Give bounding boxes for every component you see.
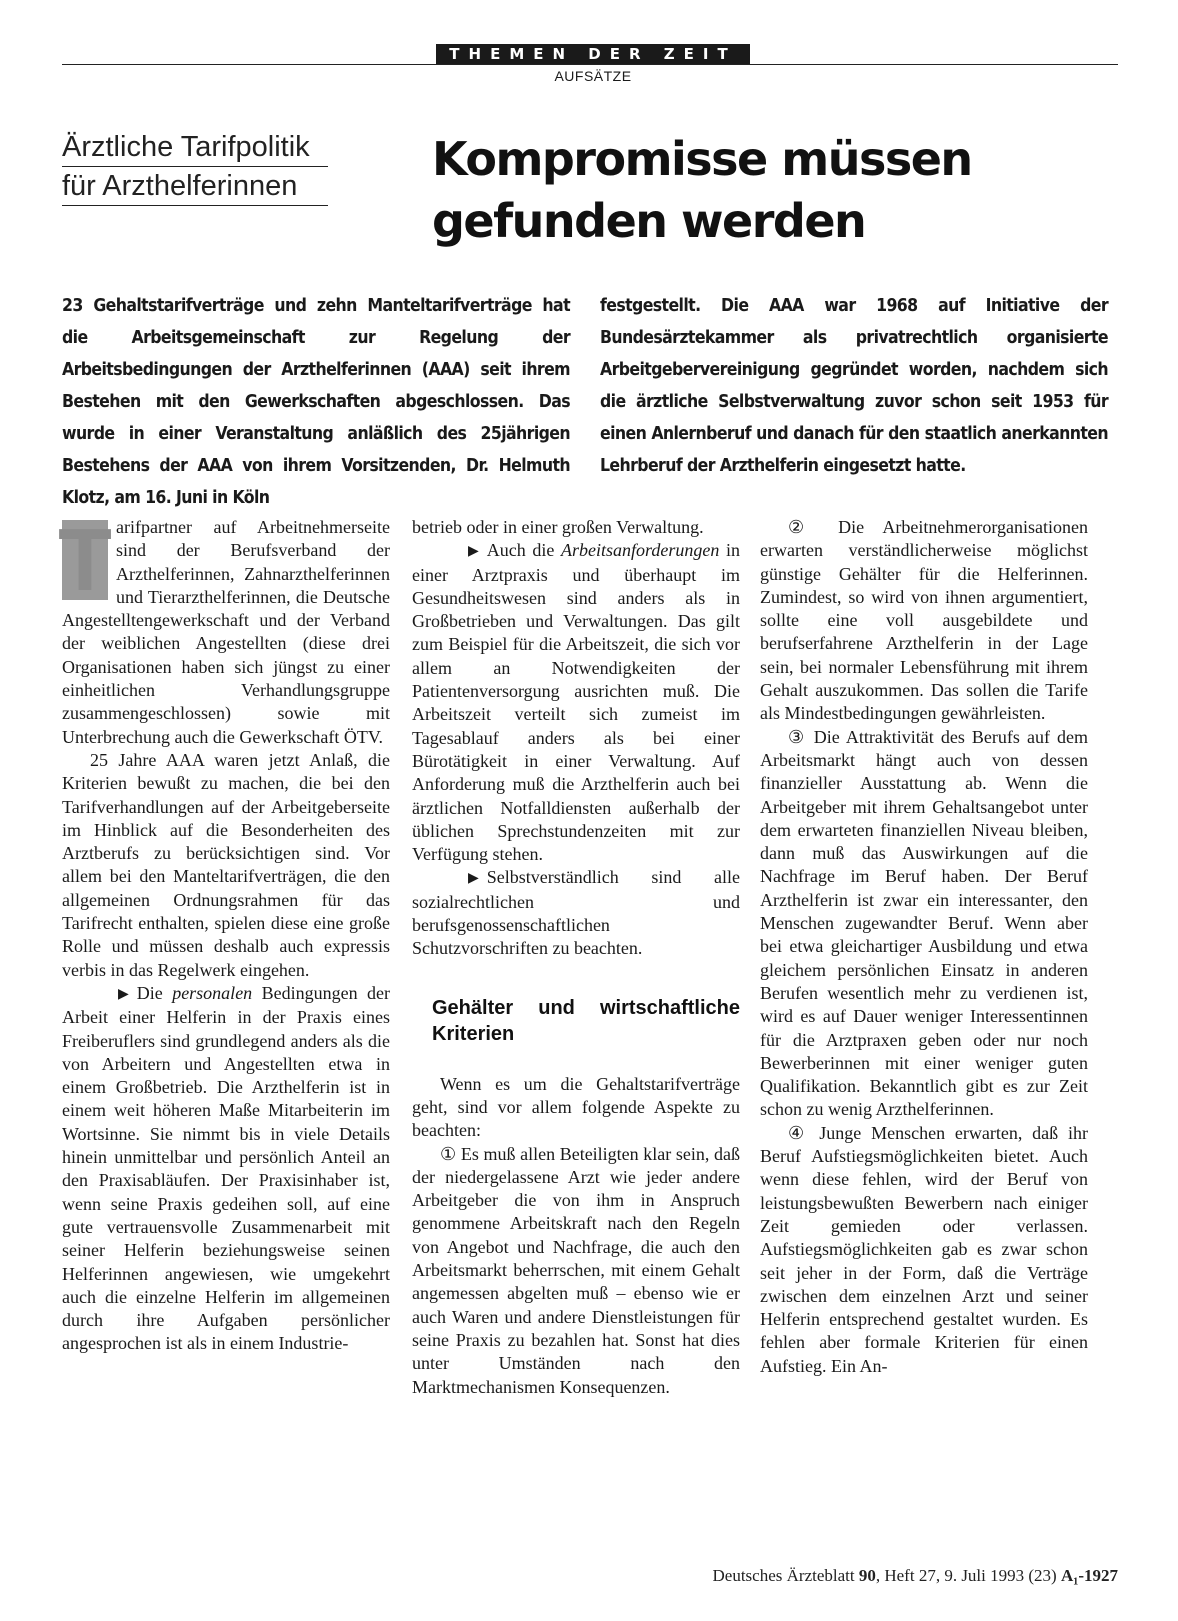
body-paragraph: betrieb oder in einer großen Verwaltung. xyxy=(412,517,704,537)
footer-issue: , Heft 27, 9. Juli 1993 (23) xyxy=(875,1566,1057,1585)
lead-paragraph-part-2: festgestellt. Die AAA war 1968 auf Initiative der Bundesärztekammer als privatrechtlich organisierte Arbeitgebervereinigung gegründet worden, nachdem sich die ärztliche Selbstverwaltung zuvor schon seit 1953 für einen Anlernberuf und danach für den staatlich anerkannten Lehrberuf der Arzthelferin eingesetzt hatte. xyxy=(600,296,1108,476)
kicker-line-1: Ärztliche Tarifpolitik xyxy=(62,128,328,167)
body-paragraph: ③ Die Attraktivität des Berufs auf dem Arbeitsmarkt hängt auch von dessen finanzieller Ausstattung ab. Wenn die Arbeitgeber mit ihrem Gehaltsangebot unter dem erwarteten finanziellen Niveau bleiben, dann muß das Auswirkungen auf die Nachfrage im Beruf haben. Der Beruf Arzthelferin ist zwar ein interessanter, den Menschen zugewandter Beruf. Wenn aber bei etwa gleichartiger Ausbildung und etwa gleichem persönlichen Einsatz in anderen Berufen wesentlich mehr zu verdienen ist, wird es auf Dauer weniger Interessentinnen für die Arztpraxen geben oder nur noch Bewerberinnen mit einer weniger guten Qualifikation. Bekanntlich gibt es zur Zeit schon zu wenig Arzthelferinnen. xyxy=(760,726,1088,1120)
body-column-2 xyxy=(412,516,740,1399)
footer-journal: Deutsches Ärzteblatt xyxy=(712,1566,855,1585)
body-paragraph: 25 Jahre AAA waren jetzt Anlaß, die Kriterien bewußt zu machen, die bei den Tarifverhandlungen auf der Arbeitgeberseite im Hinblick auf die Besonderheiten des Arztberufs zu berücksichtigen sind. Vor allem bei den Manteltarifverträgen, die den allgemeinen Ordnungsrahmen für das Tarifrecht enthalten, spielen diese eine große Rolle und müssen deshalb auch expressis verbis in das Regelwerk eingehen. xyxy=(62,749,390,980)
header-rule xyxy=(62,64,1118,65)
headline-line-2: gefunden werden xyxy=(432,194,866,248)
body-paragraph: ④ Junge Menschen erwarten, daß ihr Beruf Aufstiegsmöglichkeiten bietet. Auch wenn diese fehlen, wird der Beruf von leistungsbewußten Bewerbern nach einiger Zeit gemieden oder verlassen. Aufstiegsmöglichkeiten gab es zwar schon seit jeher in der Form, daß die Verträge zwischen dem einzelnen Arzt und seiner Helferin entsprechend gestaltet wurden. Es fehlen aber formale Kriterien für einen Aufstieg. Ein An- xyxy=(760,1122,1088,1376)
footer-volume: 90 xyxy=(858,1566,876,1585)
triangle-bullet-icon: ▶ xyxy=(468,871,479,887)
body-column-3 xyxy=(760,516,1088,1378)
lead-paragraph-part-1: 23 Gehaltstarifverträge und zehn Manteltarifverträge hat die Arbeitsgemeinschaft zur Regelung der Arbeitsbedingungen der Arzthelferinnen (AAA) seit ihrem Bestehen mit den Gewerkschaften abgeschlossen. Das wurde in einer Veranstaltung anläßlich des 25jährigen Bestehens der AAA von ihrem Vorsitzenden, Dr. Helmuth Klotz, am 16. Juni in Köln xyxy=(62,296,570,508)
body-paragraph: ▶ Auch die Arbeitsanforderungen in einer Arztpraxis und überhaupt im Gesundheitswesen sind anders als in Großbetrieben und Verwaltungen. Das gilt zum Beispiel für die Arbeitszeit, die sich vor allem an Notwendigkeiten der Patientenversorgung ausrichten muß. Die Arbeitszeit verteilt sich zumeist im Tagesablauf anders als bei einer Bürotätigkeit in einer Verwaltung. Auf Anforderung muß die Arzthelferin auch bei ärztlichen Notfalldiensten außerhalb der üblichen Sprechstundenzeiten mit zur Verfügung stehen. xyxy=(412,540,740,865)
kicker xyxy=(62,128,352,206)
headline xyxy=(432,128,1132,252)
section-subheading: Gehälter und wirtschaftliche Kriterien xyxy=(432,996,740,1045)
body-paragraph: T arifpartner auf Arbeitnehmerseite sind der Berufsverband der Arzthelferinnen, Zahnarzthelferinnen und Tierarzthelferinnen, die Deutsche Angestelltengewerkschaft und der Verband der weiblichen Angestellten (diese drei Organisationen haben sich jüngst zu einer einheitlichen Verhandlungsgruppe zusammengeschlossen) sowie mit Unterbrechung auch die Gewerkschaft ÖTV. xyxy=(58,510,390,747)
footer-page-number: A₁-1927 xyxy=(1060,1566,1118,1585)
body-paragraph: ① Es muß allen Beteiligten klar sein, daß der niedergelassene Arzt wie jeder andere Arbeitgeber die von ihm in Anspruch genommene Arbeitskraft nach den Regeln von Angebot und Nachfrage, die auch den Arbeitsmarkt beherrschen, mit einem Gehalt angemessen abgelten muß – ebenso wie er auch Waren und andere Dienstleistungen für seine Praxis zu bezahlen hat. Sonst hat dies unter Umständen nach den Marktmechanismen Konsequenzen. xyxy=(412,1143,740,1397)
section-banner: THEMEN DER ZEIT xyxy=(436,44,750,64)
page-footer xyxy=(612,1566,1118,1586)
body-paragraph: ▶ Die personalen Bedingungen der Arbeit einer Helferin in der Praxis eines Freiberuflers sind grundlegend anders als die von Arbeitern und Angestellten etwa in einem Großbetrieb. Die Arzthelferin ist in einem weit höheren Maße Mitarbeiterin im Wortsinne. Sie nimmt bis in viele Details hinein unmittelbar und persönlich Anteil an den Praxisabläufen. Der Praxisinhaber ist, wenn seine Praxis gedeihen soll, auf eine gute vertrauensvolle Zusammenarbeit mit seiner Helferin beziehungsweise seinen Helferinnen angewiesen, wie umgekehrt auch die einzelne Helferin im allgemeinen durch ihre Aufgaben persönlicher angesprochen ist als in einem Industrie- xyxy=(62,982,390,1354)
kicker-line-2: für Arzthelferinnen xyxy=(62,167,328,206)
triangle-bullet-icon: ▶ xyxy=(118,986,129,1002)
headline-line-1: Kompromisse müssen xyxy=(432,132,972,186)
triangle-bullet-icon: ▶ xyxy=(468,544,479,560)
body-paragraph: ▶ Selbstverständlich sind alle sozialrechtlichen und berufsgenossenschaftlichen Schutzvorschriften zu beachten. xyxy=(412,867,740,959)
drop-cap: T xyxy=(58,510,112,609)
body-column-1 xyxy=(58,510,390,1356)
body-paragraph: ② Die Arbeitnehmerorganisationen erwarten verständlicherweise möglichst günstige Gehälter für die Helferinnen. Zumindest, so wird von ihnen argumentiert, sollte eine voll ausgebildete und berufserfahrene Arzthelferin in der Lage sein, bei normaler Lebensführung mit ihrem Gehalt auszukommen. Das sollen die Tarife als Mindestbedingungen gewährleisten. xyxy=(760,517,1088,724)
section-subtitle: AUFSÄTZE xyxy=(554,68,632,84)
body-paragraph: Wenn es um die Gehaltstarifverträge geht, sind vor allem folgende Aspekte zu beachten: xyxy=(412,1073,740,1141)
